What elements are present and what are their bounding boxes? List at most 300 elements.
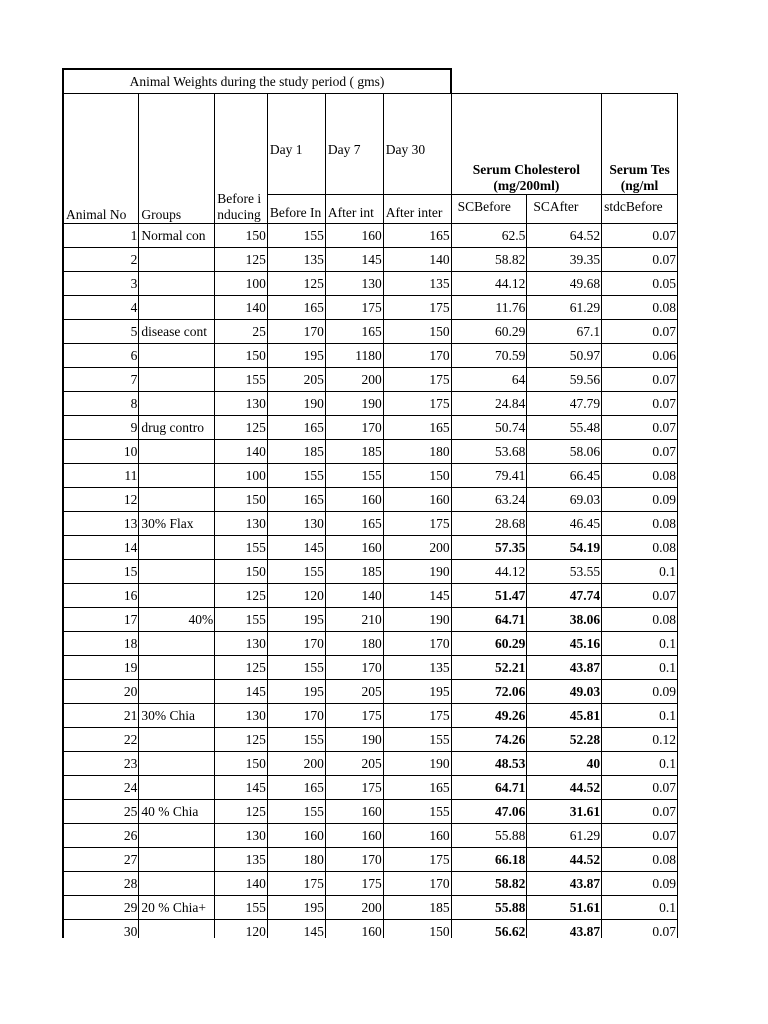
cell-day30[interactable]: 170	[383, 872, 451, 896]
cell-group[interactable]	[139, 680, 215, 704]
cell-day1[interactable]: 155	[267, 224, 325, 248]
cell-group[interactable]	[139, 392, 215, 416]
table-row	[63, 344, 678, 368]
cell-day7[interactable]: 180	[325, 632, 383, 656]
cell-stdc-before[interactable]: 0.08	[602, 848, 678, 872]
cell-group[interactable]	[139, 584, 215, 608]
cell-animal-no[interactable]: 17	[63, 608, 139, 632]
cell-sc-before[interactable]: 64.71	[451, 776, 527, 800]
cell-sc-before[interactable]: 64	[451, 368, 527, 392]
table-row	[63, 920, 678, 939]
cell-day1[interactable]: 165	[267, 776, 325, 800]
cell-stdc-before[interactable]: 0.1	[602, 704, 678, 728]
cell-stdc-before[interactable]: 0.08	[602, 464, 678, 488]
cell-sc-before[interactable]: 64.71	[451, 608, 527, 632]
cell-day30[interactable]: 155	[383, 728, 451, 752]
cell-sc-before[interactable]: 49.26	[451, 704, 527, 728]
cell-day1[interactable]: 205	[267, 368, 325, 392]
cell-stdc-before[interactable]: 0.07	[602, 416, 678, 440]
cell-sc-after[interactable]: 64.52	[527, 224, 602, 248]
cell-animal-no[interactable]: 4	[63, 296, 139, 320]
header-stdc-before[interactable]: stdcBefore	[602, 195, 678, 224]
cell-group[interactable]	[139, 872, 215, 896]
cell-animal-no[interactable]: 3	[63, 272, 139, 296]
cell-day7[interactable]: 160	[325, 824, 383, 848]
cell-group[interactable]	[139, 632, 215, 656]
cell-animal-no[interactable]: 29	[63, 896, 139, 920]
table-row	[63, 728, 678, 752]
table-row	[63, 296, 678, 320]
cell-day7[interactable]: 175	[325, 704, 383, 728]
cell-group[interactable]	[139, 272, 215, 296]
table-row	[63, 560, 678, 584]
cell-sc-before[interactable]: 63.24	[451, 488, 527, 512]
cell-before-inducing[interactable]: 155	[215, 536, 268, 560]
cell-sc-after[interactable]: 54.19	[527, 536, 602, 560]
header-row	[63, 94, 678, 195]
table-row	[63, 464, 678, 488]
cell-group[interactable]	[139, 296, 215, 320]
cell-day30[interactable]: 185	[383, 896, 451, 920]
cell-day1[interactable]: 175	[267, 872, 325, 896]
cell-day7[interactable]: 185	[325, 440, 383, 464]
cell-day30[interactable]: 135	[383, 272, 451, 296]
cell-day1[interactable]: 170	[267, 704, 325, 728]
cell-group[interactable]: disease cont	[139, 320, 215, 344]
cell-sc-after[interactable]: 47.74	[527, 584, 602, 608]
cell-animal-no[interactable]: 13	[63, 512, 139, 536]
cell-day7[interactable]: 175	[325, 296, 383, 320]
cell-day30[interactable]: 160	[383, 824, 451, 848]
cell-day7[interactable]: 190	[325, 392, 383, 416]
header-animal-no[interactable]: Animal No	[63, 94, 139, 224]
cell-animal-no[interactable]: 1	[63, 224, 139, 248]
header-day30[interactable]: Day 30	[383, 94, 451, 195]
cell-sc-after[interactable]: 44.52	[527, 848, 602, 872]
cell-group[interactable]: 30% Chia	[139, 704, 215, 728]
cell-day1[interactable]: 120	[267, 584, 325, 608]
cell-group[interactable]: 30% Flax	[139, 512, 215, 536]
cell-sc-after[interactable]: 67.1	[527, 320, 602, 344]
cell-before-inducing[interactable]: 150	[215, 344, 268, 368]
cell-day1[interactable]: 180	[267, 848, 325, 872]
cell-before-inducing[interactable]: 140	[215, 872, 268, 896]
cell-before-inducing[interactable]: 125	[215, 656, 268, 680]
cell-group[interactable]	[139, 824, 215, 848]
cell-stdc-before[interactable]: 0.09	[602, 488, 678, 512]
cell-day30[interactable]: 160	[383, 488, 451, 512]
header-sc-after[interactable]: SCAfter	[527, 195, 602, 224]
cell-day30[interactable]: 175	[383, 368, 451, 392]
cell-animal-no[interactable]: 15	[63, 560, 139, 584]
cell-day30[interactable]: 195	[383, 680, 451, 704]
cell-before-inducing[interactable]: 125	[215, 416, 268, 440]
cell-day1[interactable]: 190	[267, 392, 325, 416]
cell-sc-before[interactable]: 44.12	[451, 272, 527, 296]
cell-before-inducing[interactable]: 130	[215, 704, 268, 728]
cell-group[interactable]	[139, 728, 215, 752]
cell-stdc-before[interactable]: 0.1	[602, 896, 678, 920]
cell-stdc-before[interactable]: 0.07	[602, 440, 678, 464]
cell-day30[interactable]: 175	[383, 296, 451, 320]
cell-sc-before[interactable]: 50.74	[451, 416, 527, 440]
cell-sc-after[interactable]: 45.81	[527, 704, 602, 728]
cell-day1[interactable]: 155	[267, 464, 325, 488]
cell-group[interactable]	[139, 464, 215, 488]
cell-day7[interactable]: 190	[325, 728, 383, 752]
cell-sc-after[interactable]: 43.87	[527, 872, 602, 896]
cell-day7[interactable]: 165	[325, 512, 383, 536]
cell-day7[interactable]: 140	[325, 584, 383, 608]
cell-day7[interactable]: 165	[325, 320, 383, 344]
cell-day1[interactable]: 195	[267, 344, 325, 368]
table-row	[63, 848, 678, 872]
cell-day30[interactable]: 155	[383, 800, 451, 824]
cell-stdc-before[interactable]: 0.07	[602, 824, 678, 848]
cell-before-inducing[interactable]: 130	[215, 632, 268, 656]
cell-sc-before[interactable]: 47.06	[451, 800, 527, 824]
cell-day7[interactable]: 185	[325, 560, 383, 584]
cell-group[interactable]: 40%	[139, 608, 215, 632]
cell-sc-before[interactable]: 55.88	[451, 824, 527, 848]
cell-before-inducing[interactable]: 150	[215, 752, 268, 776]
cell-group[interactable]	[139, 776, 215, 800]
header-before-in[interactable]: Before In	[267, 195, 325, 224]
cell-sc-before[interactable]: 72.06	[451, 680, 527, 704]
cell-day1[interactable]: 195	[267, 680, 325, 704]
cell-day1[interactable]: 170	[267, 632, 325, 656]
cell-stdc-before[interactable]: 0.09	[602, 872, 678, 896]
cell-stdc-before[interactable]: 0.08	[602, 512, 678, 536]
cell-before-inducing[interactable]: 155	[215, 896, 268, 920]
cell-stdc-before[interactable]: 0.07	[602, 248, 678, 272]
cell-sc-after[interactable]: 49.68	[527, 272, 602, 296]
cell-day1[interactable]: 155	[267, 560, 325, 584]
header-groups[interactable]: Groups	[139, 94, 215, 224]
cell-day30[interactable]: 175	[383, 704, 451, 728]
cell-group[interactable]	[139, 752, 215, 776]
cell-sc-before[interactable]: 62.5	[451, 224, 527, 248]
cell-sc-before[interactable]: 66.18	[451, 848, 527, 872]
cell-day1[interactable]: 135	[267, 248, 325, 272]
cell-day30[interactable]: 150	[383, 464, 451, 488]
cell-day30[interactable]: 190	[383, 560, 451, 584]
cell-group[interactable]	[139, 344, 215, 368]
cell-sc-after[interactable]: 61.29	[527, 824, 602, 848]
cell-sc-after[interactable]: 66.45	[527, 464, 602, 488]
cell-day1[interactable]: 200	[267, 752, 325, 776]
cell-before-inducing[interactable]: 25	[215, 320, 268, 344]
cell-animal-no[interactable]: 20	[63, 680, 139, 704]
cell-stdc-before[interactable]: 0.1	[602, 752, 678, 776]
cell-group[interactable]	[139, 560, 215, 584]
cell-sc-before[interactable]: 53.68	[451, 440, 527, 464]
cell-sc-before[interactable]: 28.68	[451, 512, 527, 536]
cell-sc-after[interactable]: 43.87	[527, 920, 602, 939]
cell-sc-before[interactable]: 58.82	[451, 248, 527, 272]
cell-sc-before[interactable]: 11.76	[451, 296, 527, 320]
cell-day30[interactable]: 190	[383, 608, 451, 632]
cell-stdc-before[interactable]: 0.08	[602, 608, 678, 632]
cell-sc-before[interactable]: 74.26	[451, 728, 527, 752]
cell-animal-no[interactable]: 14	[63, 536, 139, 560]
cell-day7[interactable]: 170	[325, 656, 383, 680]
cell-day7[interactable]: 160	[325, 536, 383, 560]
header-day7[interactable]: Day 7	[325, 94, 383, 195]
cell-before-inducing[interactable]: 135	[215, 848, 268, 872]
cell-animal-no[interactable]: 5	[63, 320, 139, 344]
cell-group[interactable]	[139, 488, 215, 512]
header-serum-tes[interactable]: Serum Tes (ng/ml	[602, 94, 678, 195]
cell-day7[interactable]: 200	[325, 368, 383, 392]
cell-day30[interactable]: 175	[383, 848, 451, 872]
cell-day1[interactable]: 130	[267, 512, 325, 536]
cell-stdc-before[interactable]: 0.07	[602, 920, 678, 939]
cell-day7[interactable]: 155	[325, 464, 383, 488]
cell-stdc-before[interactable]: 0.08	[602, 536, 678, 560]
cell-sc-after[interactable]: 53.55	[527, 560, 602, 584]
cell-before-inducing[interactable]: 155	[215, 608, 268, 632]
cell-animal-no[interactable]: 19	[63, 656, 139, 680]
cell-day7[interactable]: 160	[325, 224, 383, 248]
cell-before-inducing[interactable]: 120	[215, 920, 268, 939]
table-row	[63, 512, 678, 536]
cell-sc-after[interactable]: 31.61	[527, 800, 602, 824]
cell-day30[interactable]: 165	[383, 776, 451, 800]
cell-animal-no[interactable]: 7	[63, 368, 139, 392]
cell-day1[interactable]: 185	[267, 440, 325, 464]
cell-sc-before[interactable]: 60.29	[451, 320, 527, 344]
cell-day7[interactable]: 205	[325, 752, 383, 776]
header-day1[interactable]: Day 1	[267, 94, 325, 195]
cell-day1[interactable]: 145	[267, 920, 325, 939]
cell-sc-before[interactable]: 58.82	[451, 872, 527, 896]
cell-animal-no[interactable]: 24	[63, 776, 139, 800]
cell-sc-before[interactable]: 24.84	[451, 392, 527, 416]
cell-day1[interactable]: 195	[267, 608, 325, 632]
cell-stdc-before[interactable]: 0.07	[602, 368, 678, 392]
cell-before-inducing[interactable]: 140	[215, 440, 268, 464]
cell-before-inducing[interactable]: 125	[215, 584, 268, 608]
cell-animal-no[interactable]: 23	[63, 752, 139, 776]
cell-stdc-before[interactable]: 0.06	[602, 344, 678, 368]
cell-sc-after[interactable]: 39.35	[527, 248, 602, 272]
cell-day1[interactable]: 165	[267, 296, 325, 320]
cell-sc-after[interactable]: 40	[527, 752, 602, 776]
table-title[interactable]: Animal Weights during the study period ( gms)	[63, 69, 451, 94]
table-row	[63, 800, 678, 824]
cell-day30[interactable]: 175	[383, 512, 451, 536]
cell-group[interactable]	[139, 440, 215, 464]
cell-stdc-before[interactable]: 0.08	[602, 296, 678, 320]
cell-before-inducing[interactable]: 155	[215, 368, 268, 392]
cell-stdc-before[interactable]: 0.07	[602, 800, 678, 824]
cell-day1[interactable]: 155	[267, 728, 325, 752]
cell-animal-no[interactable]: 27	[63, 848, 139, 872]
cell-day30[interactable]: 145	[383, 584, 451, 608]
cell-before-inducing[interactable]: 140	[215, 296, 268, 320]
cell-sc-before[interactable]: 70.59	[451, 344, 527, 368]
cell-sc-after[interactable]: 69.03	[527, 488, 602, 512]
cell-sc-after[interactable]: 52.28	[527, 728, 602, 752]
cell-before-inducing[interactable]: 100	[215, 464, 268, 488]
cell-day7[interactable]: 170	[325, 416, 383, 440]
cell-day7[interactable]: 1180	[325, 344, 383, 368]
cell-sc-before[interactable]: 48.53	[451, 752, 527, 776]
cell-animal-no[interactable]: 26	[63, 824, 139, 848]
cell-day1[interactable]: 165	[267, 416, 325, 440]
cell-day7[interactable]: 170	[325, 848, 383, 872]
cell-day30[interactable]: 135	[383, 656, 451, 680]
cell-day7[interactable]: 205	[325, 680, 383, 704]
cell-stdc-before[interactable]: 0.07	[602, 224, 678, 248]
cell-before-inducing[interactable]: 130	[215, 824, 268, 848]
cell-stdc-before[interactable]: 0.1	[602, 656, 678, 680]
header-after-int[interactable]: After int	[325, 195, 383, 224]
cell-day7[interactable]: 130	[325, 272, 383, 296]
cell-day7[interactable]: 210	[325, 608, 383, 632]
cell-day7[interactable]: 175	[325, 776, 383, 800]
cell-stdc-before[interactable]: 0.1	[602, 632, 678, 656]
cell-sc-after[interactable]: 49.03	[527, 680, 602, 704]
cell-before-inducing[interactable]: 130	[215, 392, 268, 416]
cell-before-inducing[interactable]: 145	[215, 680, 268, 704]
cell-group[interactable]	[139, 248, 215, 272]
cell-day30[interactable]: 150	[383, 320, 451, 344]
cell-sc-before[interactable]: 57.35	[451, 536, 527, 560]
cell-day7[interactable]: 175	[325, 872, 383, 896]
cell-group[interactable]	[139, 368, 215, 392]
cell-day30[interactable]: 165	[383, 416, 451, 440]
cell-group[interactable]: 40 % Chia	[139, 800, 215, 824]
cell-sc-after[interactable]: 43.87	[527, 656, 602, 680]
cell-stdc-before[interactable]: 0.09	[602, 680, 678, 704]
cell-sc-after[interactable]: 58.06	[527, 440, 602, 464]
cell-sc-after[interactable]: 44.52	[527, 776, 602, 800]
cell-day30[interactable]: 200	[383, 536, 451, 560]
cell-group[interactable]	[139, 848, 215, 872]
cell-before-inducing[interactable]: 145	[215, 776, 268, 800]
table-row	[63, 440, 678, 464]
cell-day1[interactable]: 155	[267, 656, 325, 680]
cell-sc-before[interactable]: 51.47	[451, 584, 527, 608]
cell-sc-after[interactable]: 46.45	[527, 512, 602, 536]
cell-before-inducing[interactable]: 130	[215, 512, 268, 536]
header-before-inducing[interactable]: Before inducing	[215, 94, 268, 224]
cell-group[interactable]: 20 % Chia+	[139, 896, 215, 920]
cell-group[interactable]: Normal con	[139, 224, 215, 248]
cell-day1[interactable]: 125	[267, 272, 325, 296]
cell-group[interactable]	[139, 920, 215, 939]
cell-animal-no[interactable]: 10	[63, 440, 139, 464]
cell-day1[interactable]: 165	[267, 488, 325, 512]
cell-day7[interactable]: 200	[325, 896, 383, 920]
cell-stdc-before[interactable]: 0.07	[602, 392, 678, 416]
cell-day1[interactable]: 195	[267, 896, 325, 920]
cell-sc-after[interactable]: 61.29	[527, 296, 602, 320]
cell-before-inducing[interactable]: 100	[215, 272, 268, 296]
cell-sc-before[interactable]: 52.21	[451, 656, 527, 680]
cell-day7[interactable]: 160	[325, 800, 383, 824]
cell-before-inducing[interactable]: 150	[215, 560, 268, 584]
header-after-inter[interactable]: After inter	[383, 195, 451, 224]
cell-day7[interactable]: 160	[325, 920, 383, 939]
cell-animal-no[interactable]: 22	[63, 728, 139, 752]
cell-before-inducing[interactable]: 125	[215, 728, 268, 752]
cell-animal-no[interactable]: 21	[63, 704, 139, 728]
cell-sc-before[interactable]: 60.29	[451, 632, 527, 656]
cell-sc-before[interactable]: 56.62	[451, 920, 527, 939]
cell-sc-before[interactable]: 55.88	[451, 896, 527, 920]
cell-stdc-before[interactable]: 0.07	[602, 320, 678, 344]
cell-day30[interactable]: 170	[383, 632, 451, 656]
cell-animal-no[interactable]: 8	[63, 392, 139, 416]
cell-day1[interactable]: 145	[267, 536, 325, 560]
cell-stdc-before[interactable]: 0.07	[602, 776, 678, 800]
table-row	[63, 656, 678, 680]
cell-day30[interactable]: 150	[383, 920, 451, 939]
cell-day7[interactable]: 160	[325, 488, 383, 512]
table-row	[63, 632, 678, 656]
cell-day30[interactable]: 170	[383, 344, 451, 368]
cell-animal-no[interactable]: 6	[63, 344, 139, 368]
cell-before-inducing[interactable]: 125	[215, 800, 268, 824]
table-row	[63, 584, 678, 608]
cell-animal-no[interactable]: 30	[63, 920, 139, 939]
cell-animal-no[interactable]: 28	[63, 872, 139, 896]
cell-before-inducing[interactable]: 150	[215, 224, 268, 248]
cell-animal-no[interactable]: 9	[63, 416, 139, 440]
cell-day30[interactable]: 180	[383, 440, 451, 464]
cell-stdc-before[interactable]: 0.1	[602, 560, 678, 584]
cell-animal-no[interactable]: 12	[63, 488, 139, 512]
cell-sc-after[interactable]: 45.16	[527, 632, 602, 656]
cell-sc-after[interactable]: 50.97	[527, 344, 602, 368]
cell-day30[interactable]: 190	[383, 752, 451, 776]
header-sc-before[interactable]: SCBefore	[451, 195, 527, 224]
cell-sc-before[interactable]: 79.41	[451, 464, 527, 488]
cell-animal-no[interactable]: 18	[63, 632, 139, 656]
cell-sc-after[interactable]: 47.79	[527, 392, 602, 416]
cell-group[interactable]: drug contro	[139, 416, 215, 440]
cell-sc-before[interactable]: 44.12	[451, 560, 527, 584]
header-serum-cholesterol[interactable]: Serum Cholesterol (mg/200ml)	[451, 94, 602, 195]
cell-sc-after[interactable]: 51.61	[527, 896, 602, 920]
cell-sc-after[interactable]: 59.56	[527, 368, 602, 392]
cell-day1[interactable]: 170	[267, 320, 325, 344]
cell-day30[interactable]: 165	[383, 224, 451, 248]
cell-day30[interactable]: 175	[383, 392, 451, 416]
cell-animal-no[interactable]: 25	[63, 800, 139, 824]
cell-day1[interactable]: 155	[267, 800, 325, 824]
cell-stdc-before[interactable]: 0.12	[602, 728, 678, 752]
cell-animal-no[interactable]: 2	[63, 248, 139, 272]
cell-day30[interactable]: 140	[383, 248, 451, 272]
cell-group[interactable]	[139, 536, 215, 560]
cell-stdc-before[interactable]: 0.07	[602, 584, 678, 608]
cell-group[interactable]	[139, 656, 215, 680]
cell-before-inducing[interactable]: 150	[215, 488, 268, 512]
cell-animal-no[interactable]: 16	[63, 584, 139, 608]
cell-sc-after[interactable]: 55.48	[527, 416, 602, 440]
title-row	[63, 69, 678, 94]
cell-sc-after[interactable]: 38.06	[527, 608, 602, 632]
cell-day1[interactable]: 160	[267, 824, 325, 848]
cell-animal-no[interactable]: 11	[63, 464, 139, 488]
cell-before-inducing[interactable]: 125	[215, 248, 268, 272]
cell-day7[interactable]: 145	[325, 248, 383, 272]
cell-stdc-before[interactable]: 0.05	[602, 272, 678, 296]
